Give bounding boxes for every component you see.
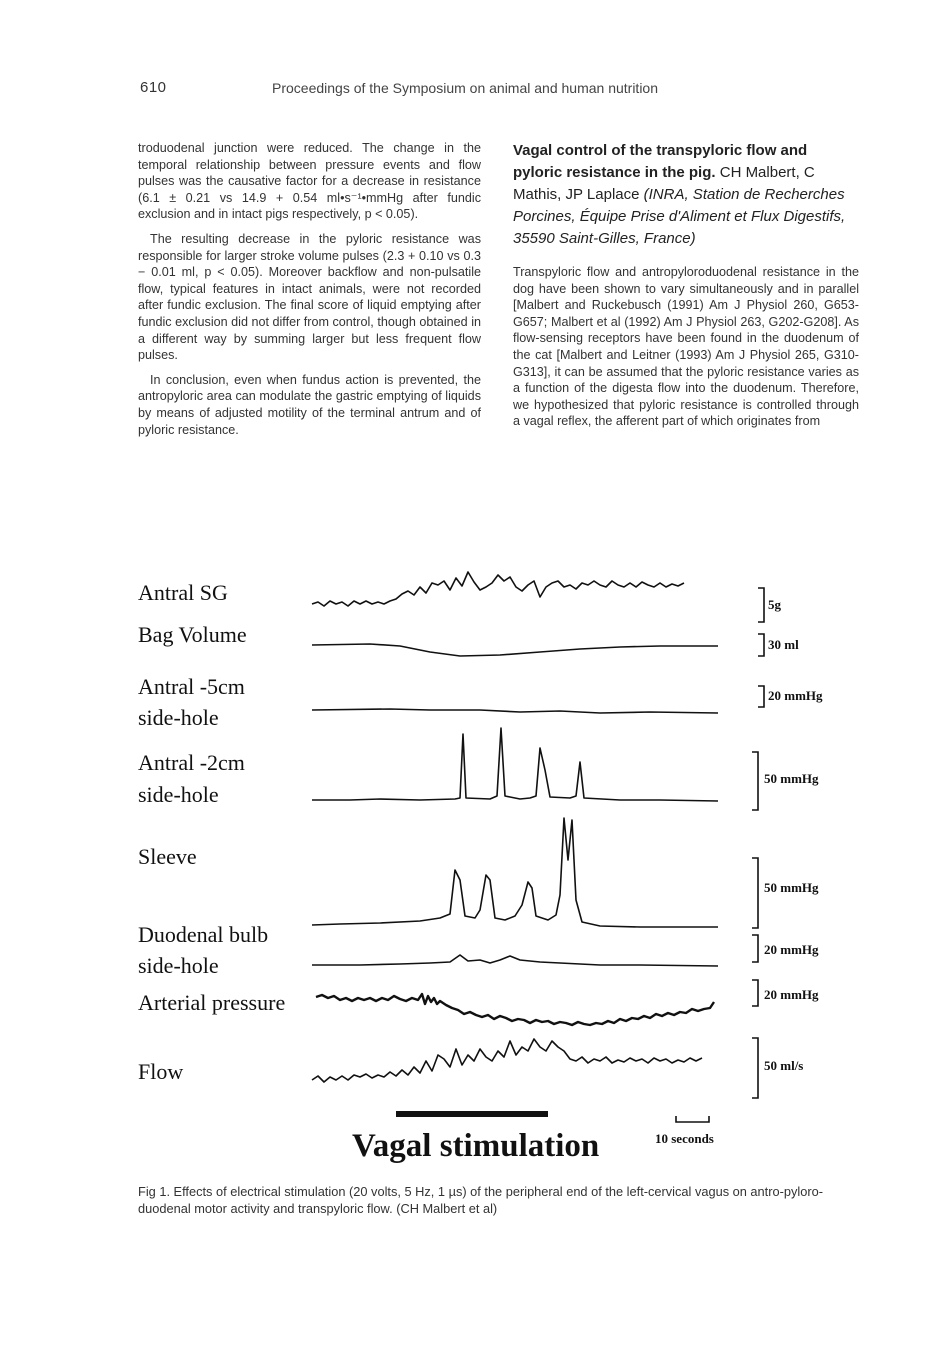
label-antral-5cm-sidehole: side-hole [138, 705, 219, 730]
scale-arterial: 20 mmHg [764, 987, 819, 1002]
label-antral-2cm: Antral -2cm [138, 750, 245, 775]
abstract-authors: CH Malbert, C Mathis, JP Laplace [513, 164, 815, 203]
stimulation-label: Vagal stimulation [352, 1128, 600, 1164]
trace-antral-2cm [312, 728, 718, 801]
scale-sleeve: 50 mmHg [764, 880, 819, 895]
trace-arterial [316, 994, 714, 1025]
label-antral-5cm: Antral -5cm [138, 674, 245, 699]
scalebar-sleeve [752, 858, 758, 928]
figure-caption: Fig 1. Effects of electrical stimulation (20 volts, 5 Hz, 1 µs) of the peripheral end of the left-cervical vagus on antro-pyloro-duodenal motor activity and transpyloric flow. (CH Malbert et al) [138, 1184, 823, 1216]
label-antral-2cm-sidehole: side-hole [138, 782, 219, 807]
label-duodenal-bulb: Duodenal bulb [138, 922, 269, 947]
left-paragraph-2: The resulting decrease in the pyloric resistance was responsible for larger stroke volume pulses (2.3 + 0.10 vs 0.3 − 0.01 ml, p < 0.05). Moreover backflow and non-pulsatile flow, typical features in intact animals, were not recorded after fundic exclusion. The final score of liquid emptying after fundic exclusion did not differ from control, though obtained in a different way by summing larger but less frequent flow pulses. [138, 231, 481, 363]
scalebar-flow [752, 1038, 758, 1098]
trace-duodenal [312, 955, 718, 966]
abstract-body: Transpyloric flow and antropyloroduodenal resistance in the dog have been shown to vary simultaneously and in parallel [Malbert and Ruckebusch (1991) Am J Physiol 260, G653-G657; Malbert et al (1992) Am J Physiol 263, G202-G208]. As flow-sensing receptors have been found in the duodenum of the cat [Malbert and Leitner (1993) Am J Physiol 265, G310-G313], it can be assumed that the pyloric resistance varies as a function of the digesta flow into the duodenum. Therefore, we hypothesized that pyloric resistance is controlled through a vagal reflex, the afferent part of which originates from [513, 265, 859, 429]
trace-antral-sg [312, 572, 684, 606]
left-paragraph-1: troduodenal junction were reduced. The change in the temporal relationship between pressure events and flow pulses was the causative factor for a decrease in resistance (6.1 ± 0.21 vs 14.9 + 0.54 ml•s⁻¹•mmHg after fundic exclusion and in intact pigs respectively, p < 0.05). [138, 141, 481, 222]
scale-bag-volume: 30 ml [768, 637, 799, 652]
abstract-affiliation: (INRA, Station de Recherches Porcines, Équipe Prise d'Aliment et Flux Digestifs, 35590 Saint-Gilles, France) [513, 186, 846, 247]
trace-sleeve [312, 818, 718, 927]
scale-antral-5cm: 20 mmHg [768, 688, 823, 703]
label-arterial-pressure: Arterial pressure [138, 990, 286, 1015]
abstract-title: Vagal control of the transpyloric flow and pyloric resistance in the pig. [513, 142, 808, 181]
stimulation-bar [396, 1111, 548, 1117]
trace-antral-5cm [312, 709, 718, 713]
time-scale-label: 10 seconds [655, 1131, 714, 1146]
page-number: 610 [140, 79, 167, 96]
scalebar-bag-volume [758, 634, 764, 656]
scalebar-antral-5cm [758, 686, 764, 707]
scale-duodenal: 20 mmHg [764, 942, 819, 957]
label-duodenal-sidehole: side-hole [138, 953, 219, 978]
left-paragraph-3: In conclusion, even when fundus action is prevented, the antropyloric area can modulate the gastric emptying of liquids by means of adjusted motility of the terminal antrum and of pyloric resistance. [138, 372, 481, 437]
label-sleeve: Sleeve [138, 844, 197, 869]
trace-flow [312, 1039, 702, 1082]
label-bag-volume: Bag Volume [138, 622, 247, 647]
trace-bag-volume [312, 644, 718, 656]
scale-antral-sg: 5g [768, 597, 781, 612]
running-head: Proceedings of the Symposium on animal and human nutrition [272, 80, 658, 96]
scalebar-antral-sg [758, 588, 764, 622]
scalebar-arterial [752, 980, 758, 1006]
scalebar-duodenal [752, 935, 758, 962]
label-antral-sg: Antral SG [138, 580, 228, 605]
label-flow: Flow [138, 1059, 184, 1084]
scalebar-antral-2cm [752, 752, 758, 810]
scale-antral-2cm: 50 mmHg [764, 771, 819, 786]
time-scale-bar [676, 1116, 709, 1122]
scale-flow: 50 ml/s [764, 1058, 804, 1073]
